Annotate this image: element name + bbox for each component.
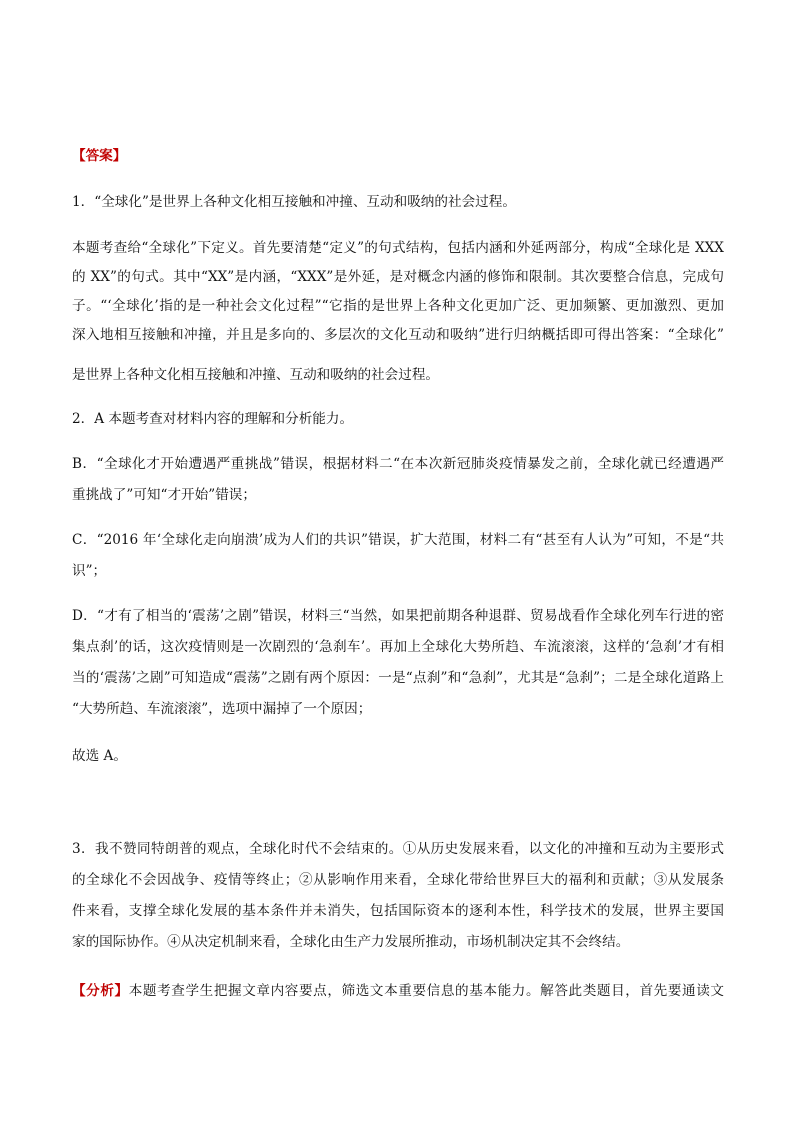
q3-answer-line: 家的国际协作。④从决定机制来看，全球化由生产力发展所推动，市场机制决定其不会终结。 [72,934,630,950]
q1-analysis-line: 的 XX”的句式。其中“XX”是内涵，“XXX”是外延，是对概念内涵的修饰和限制。其次要整合信息，完成句 [72,269,724,285]
q2-option-d-line: 集点刹’的话，这次疫情则是一次剧烈的‘急刹车’。再加上全球化大势所趋、车流滚滚，这样的‘急刹’才有相 [72,639,724,655]
q2-conclusion: 故选 A。 [72,748,127,764]
q2-option-b-line: B．“全球化才开始遭遇严重挑战”错误，根据材料二“在本次新冠肺炎疫情暴发之前，全球化就已经遭遇严 [72,456,724,472]
q2-option-c-line: C．“2016 年‘全球化走向崩溃’成为人们的共识”错误，扩大范围，材料二有“甚至有人认为”可知，不是“共 [72,532,724,548]
q3-answer-line: 件来看，支撑全球化发展的基本条件并未消失，包括国际资本的逐利本性，科学技术的发展，世界主要国 [72,903,724,919]
q1-analysis-line: 子。“‘全球化’指的是一种社会文化过程”“它指的是世界上各种文化更加广泛、更加频繁、更加激烈、更加 [72,298,724,314]
q2-option-c-line: 识”； [72,563,107,579]
q2-option-b-line: 重挑战了”可知“才开始”错误； [72,487,256,503]
q2-option-d-line: D．“才有了相当的‘震荡’之剧”错误，材料三“当然，如果把前期各种退群、贸易战看作全球化列车行进的密 [72,608,724,624]
q2-answer: 2．A 本题考查对材料内容的理解和分析能力。 [72,411,354,427]
q2-option-d-line: 当的‘震荡’之剧”可知造成“震荡”之剧有两个原因：一是“点刹”和“急刹”，尤其是“急刹”；二是全球化道路上 [72,670,724,686]
q3-analysis [72,982,724,1000]
q1-answer: 1．“全球化”是世界上各种文化相互接触和冲撞、互动和吸纳的社会过程。 [72,194,516,210]
q1-analysis-line: 深入地相互接触和冲撞，并且是多向的、多层次的文化互动和吸纳”进行归纳概括即可得出答案：“全球化” [72,327,724,343]
q3-answer-line: 3．我不赞同特朗普的观点，全球化时代不会结束的。①从历史发展来看，以文化的冲撞和互动为主要形式 [72,841,724,857]
q2-option-d-line: “大势所趋、车流滚滚”，选项中漏掉了一个原因； [72,701,372,717]
q1-analysis-line: 本题考查给“全球化”下定义。首先要清楚“定义”的句式结构，包括内涵和外延两部分，构成“全球化是 XXX [72,240,724,256]
q1-analysis-line: 是世界上各种文化相互接触和冲撞、互动和吸纳的社会过程。 [72,367,440,383]
q3-analysis-text: 本题考查学生把握文章内容要点，筛选文本重要信息的基本能力。解答此类题目，首先要通读文 [128,983,724,999]
analysis-label: 【分析】 [72,983,129,999]
q3-answer-line: 的全球化不会因战争、疫情等终止；②从影响作用来看，全球化带给世界巨大的福利和贡献；③从发展条 [72,872,724,888]
answer-heading: 【答案】 [72,148,127,164]
